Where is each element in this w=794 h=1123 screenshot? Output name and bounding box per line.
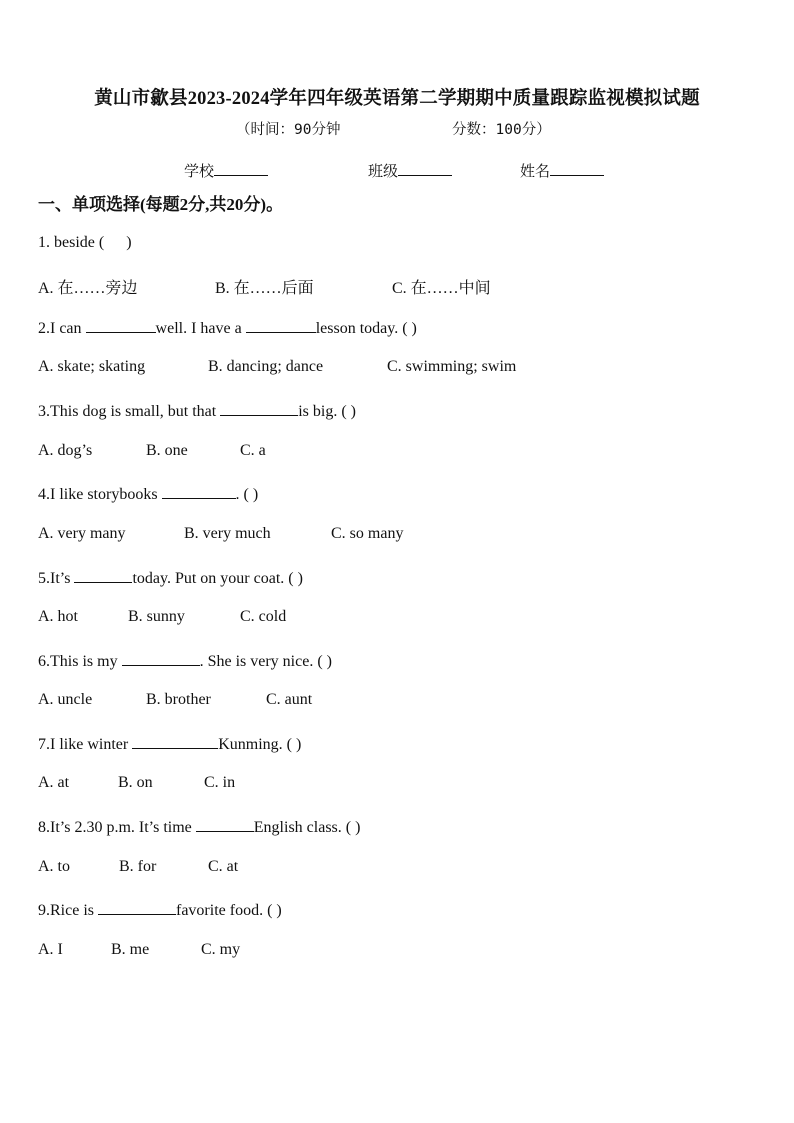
answer-blank[interactable] <box>132 733 218 749</box>
option-c[interactable]: C. swimming; swim <box>387 358 517 375</box>
option-b[interactable]: B. sunny <box>128 608 185 625</box>
question-text: favorite food. ( ) <box>176 902 282 919</box>
question-2 <box>38 317 417 338</box>
name-blank[interactable] <box>550 161 604 176</box>
question-text: 7.I like winter <box>38 736 133 753</box>
answer-blank[interactable] <box>122 650 200 666</box>
question-text: 8.It’s 2.30 p.m. It’s time <box>38 819 196 836</box>
question-4 <box>38 483 258 504</box>
question-text: is big. ( ) <box>298 403 356 420</box>
answer-blank[interactable] <box>220 400 298 416</box>
question-text: ) <box>126 234 132 251</box>
option-c[interactable]: C. so many <box>331 525 404 542</box>
answer-blank[interactable] <box>86 317 156 333</box>
question-7 <box>38 733 301 754</box>
option-c[interactable]: C. in <box>204 774 236 791</box>
option-a[interactable]: A. uncle <box>38 691 93 708</box>
question-1 <box>38 234 132 252</box>
school-label: 学校 <box>184 164 215 180</box>
question-text: today. Put on your coat. ( ) <box>132 570 303 587</box>
answer-blank[interactable] <box>74 567 132 583</box>
question-8 <box>38 816 360 837</box>
question-text: Kunming. ( ) <box>218 736 302 753</box>
question-text: 9.Rice is <box>38 902 98 919</box>
option-b[interactable]: B. brother <box>146 691 211 708</box>
option-b[interactable]: B. me <box>111 941 150 958</box>
option-c[interactable]: C. a <box>240 442 266 459</box>
option-a[interactable]: A. hot <box>38 608 78 625</box>
option-a[interactable]: A. 在……旁边 <box>38 280 138 297</box>
question-text: lesson today. ( ) <box>315 320 417 337</box>
question-text: . She is very nice. ( ) <box>199 653 332 670</box>
class-blank[interactable] <box>398 161 452 176</box>
question-5 <box>38 567 303 588</box>
section-title: 一、单项选择(每题2分,共20分)。 <box>38 195 284 214</box>
option-a[interactable]: A. at <box>38 774 70 791</box>
option-b[interactable]: B. for <box>119 858 157 875</box>
option-b[interactable]: B. dancing; dance <box>208 358 324 375</box>
option-b[interactable]: B. very much <box>184 525 271 542</box>
option-b[interactable]: B. 在……后面 <box>215 280 314 297</box>
name-label: 姓名 <box>520 164 551 180</box>
answer-blank[interactable] <box>196 816 254 832</box>
question-6 <box>38 650 332 671</box>
option-c[interactable]: C. cold <box>240 608 287 625</box>
option-c[interactable]: C. my <box>201 941 241 958</box>
time-limit: （时间：90分钟 <box>236 122 341 138</box>
question-3 <box>38 400 356 421</box>
option-a[interactable]: A. very many <box>38 525 126 542</box>
question-9 <box>38 899 282 920</box>
question-text: 5.It’s <box>38 570 75 587</box>
option-c[interactable]: C. aunt <box>266 691 313 708</box>
question-text: . ( ) <box>235 486 259 503</box>
option-a[interactable]: A. dog’s <box>38 442 93 459</box>
exam-title: 黄山市歙县2023-2024学年四年级英语第二学期期中质量跟踪监视模拟试题 <box>94 89 700 109</box>
answer-blank[interactable] <box>246 317 316 333</box>
class-label: 班级 <box>368 164 399 180</box>
answer-blank[interactable] <box>98 899 176 915</box>
option-b[interactable]: B. one <box>146 442 188 459</box>
option-c[interactable]: C. at <box>208 858 239 875</box>
question-text: well. I have a <box>155 320 246 337</box>
option-a[interactable]: A. I <box>38 941 63 958</box>
name-field <box>520 160 604 181</box>
option-b[interactable]: B. on <box>118 774 153 791</box>
question-text: 6.This is my <box>38 653 122 670</box>
total-score: 分数：100分） <box>452 122 551 138</box>
question-text: 2.I can <box>38 320 86 337</box>
option-a[interactable]: A. skate; skating <box>38 358 146 375</box>
answer-blank[interactable] <box>162 483 236 499</box>
class-field <box>368 160 452 181</box>
option-c[interactable]: C. 在……中间 <box>392 280 491 297</box>
option-a[interactable]: A. to <box>38 858 70 875</box>
question-text: English class. ( ) <box>253 819 361 836</box>
question-text: 3.This dog is small, but that <box>38 403 221 420</box>
question-text: 1. beside ( <box>38 234 105 251</box>
school-field <box>184 160 268 181</box>
school-blank[interactable] <box>214 161 268 176</box>
question-text: 4.I like storybooks <box>38 486 162 503</box>
